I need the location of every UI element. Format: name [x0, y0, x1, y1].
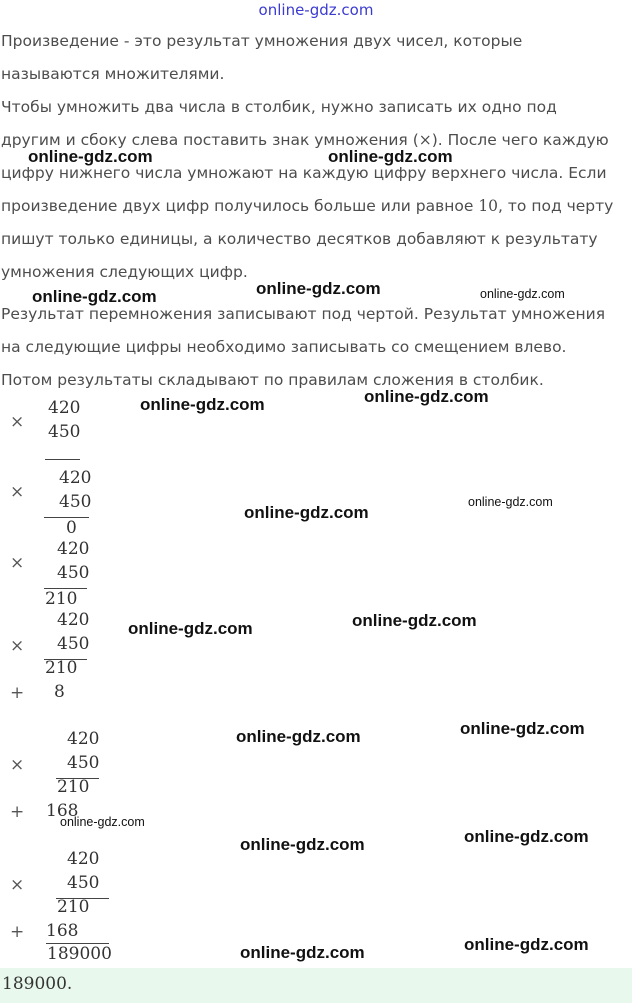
- paragraph-method: [1, 91, 621, 289]
- partial-product-2: 168: [46, 801, 79, 821]
- watermark: online-gdz.com: [60, 815, 145, 829]
- plus-sign: +: [10, 922, 25, 942]
- watermark: online-gdz.com: [240, 943, 365, 962]
- watermark: online-gdz.com: [256, 279, 381, 298]
- multiplier: 450: [67, 753, 100, 773]
- partial-product-1: 210: [57, 777, 90, 797]
- multiplicand: 420: [57, 610, 90, 630]
- multiplicand: 420: [67, 729, 100, 749]
- multiplicand: 420: [67, 849, 100, 869]
- multiplier: 450: [59, 492, 92, 512]
- times-sign: ×: [10, 412, 25, 432]
- answer-value: 189000.: [2, 974, 73, 994]
- step-6: [0, 849, 140, 967]
- step-4: [0, 610, 140, 710]
- watermark: online-gdz.com: [464, 935, 589, 954]
- multiplicand: 420: [57, 539, 90, 559]
- watermark: online-gdz.com: [464, 827, 589, 846]
- step-1: [0, 398, 140, 468]
- watermark: online-gdz.com: [468, 495, 553, 509]
- partial-product: 0: [66, 518, 77, 538]
- multiplicand: 420: [59, 468, 92, 488]
- final-product: 189000: [47, 944, 112, 964]
- header-watermark: online-gdz.com: [258, 1, 374, 19]
- watermark: online-gdz.com: [28, 147, 153, 166]
- step-2: [0, 468, 140, 538]
- times-symbol: ×: [418, 131, 432, 149]
- multiplier: 450: [57, 634, 90, 654]
- plus-sign: +: [10, 683, 25, 703]
- times-sign: ×: [10, 553, 25, 573]
- watermark: online-gdz.com: [140, 395, 265, 414]
- method-text-b: ). После чего каждую цифру нижнего числа умножают на каждую цифру верхнего числа. Если произведение двух цифр получилось больше или равное: [1, 131, 609, 215]
- multiplier: 450: [48, 422, 81, 442]
- watermark: online-gdz.com: [236, 727, 361, 746]
- watermark: online-gdz.com: [328, 147, 453, 166]
- watermark: online-gdz.com: [240, 835, 365, 854]
- watermark: online-gdz.com: [364, 387, 489, 406]
- times-sign: ×: [10, 755, 25, 775]
- step-5: [0, 729, 140, 829]
- answer-box: [0, 968, 632, 1003]
- partial-product-2: 8: [54, 682, 65, 702]
- times-sign: ×: [10, 875, 25, 895]
- times-sign: ×: [10, 482, 25, 502]
- watermark: online-gdz.com: [32, 287, 157, 306]
- partial-product: 210: [45, 589, 78, 609]
- plus-sign: +: [10, 802, 25, 822]
- method-text-c: , то под черту пишут только единицы, а количество десятков добавляют к результату умножения следующих цифр.: [1, 197, 614, 281]
- paragraph-definition: Произведение - это результат умножения двух чисел, которые называются множителями.: [1, 32, 523, 83]
- watermark: online-gdz.com: [460, 719, 585, 738]
- watermark: online-gdz.com: [352, 611, 477, 630]
- rule-line: [45, 459, 80, 460]
- multiplier: 450: [67, 873, 100, 893]
- multiplicand: 420: [48, 398, 81, 418]
- paragraph-result: Результат перемножения записывают под чертой. Результат умножения на следующие цифры необходимо записывать со смещением влево. Потом результаты складывают по правилам сложения в столбик.: [1, 305, 606, 389]
- watermark: online-gdz.com: [480, 287, 565, 301]
- step-3: [0, 539, 140, 609]
- partial-product-1: 210: [45, 658, 78, 678]
- multiplier: 450: [57, 563, 90, 583]
- partial-product-2: 168: [46, 921, 79, 941]
- ten-number: 10: [478, 197, 499, 215]
- times-sign: ×: [10, 636, 25, 656]
- watermark: online-gdz.com: [244, 503, 369, 522]
- watermark: online-gdz.com: [128, 619, 253, 638]
- method-text-a: Чтобы умножить два числа в столбик, нужно записать их одно под другим и сбоку слева поставить знак умножения (: [1, 98, 557, 149]
- partial-product-1: 210: [57, 897, 90, 917]
